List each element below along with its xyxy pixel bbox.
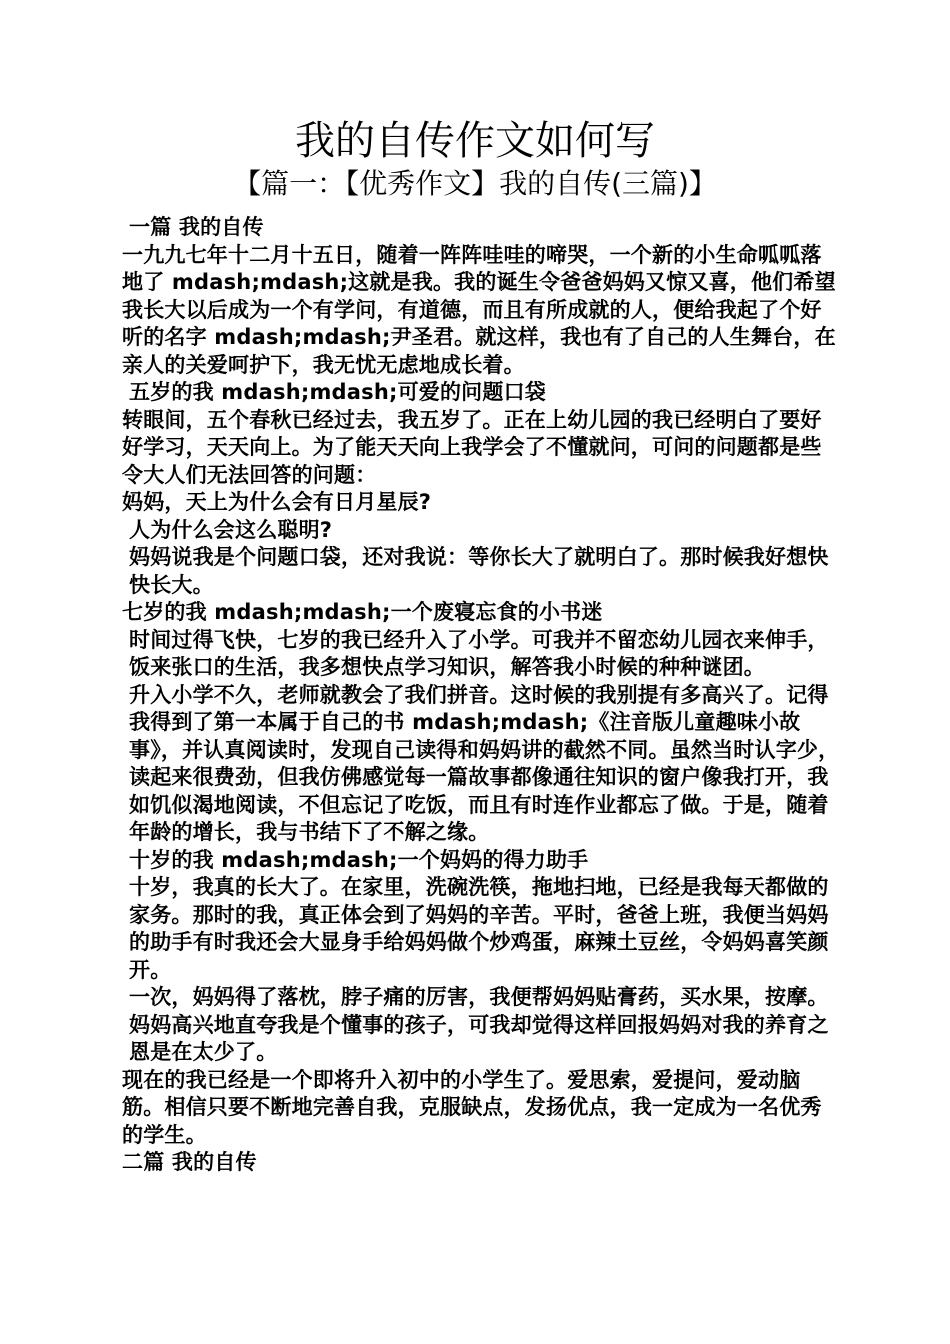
document-body xyxy=(116,214,842,1177)
paragraph: 现在的我已经是一个即将升入初中的小学生了。爱思索，爱提问，爱动脑筋。相信只要不断地完善自我，克服缺点，发扬优点，我一定成为一名优秀的学生。 xyxy=(122,1067,822,1147)
paragraph: 人为什么会这么聪明? xyxy=(129,517,333,542)
document-title: 我的自传作文如何写 xyxy=(295,118,655,164)
section-heading: 五岁的我 mdash;mdash;可爱的问题口袋 xyxy=(129,380,546,404)
document-subtitle: 【篇一：【优秀作文】我的自传(三篇)】 xyxy=(233,167,717,200)
section-heading: 二篇 我的自传 xyxy=(122,1150,257,1174)
paragraph: 妈妈说我是个问题口袋，还对我说：等你长大了就明白了。那时候我好想快快长大。 xyxy=(129,545,829,597)
paragraph: 转眼间，五个春秋已经过去，我五岁了。正在上幼儿园的我已经明白了要好好学习，天天向上。为了能天天向上我学会了不懂就问，可问的问题都是些令大人们无法回答的问题： xyxy=(122,407,822,487)
paragraph: 时间过得飞快，七岁的我已经升入了小学。可我并不留恋幼儿园衣来伸手，饭来张口的生活，我多想快点学习知识，解答我小时候的种种谜团。 xyxy=(129,627,829,679)
paragraph: 一次，妈妈得了落枕，脖子痛的厉害，我便帮妈妈贴膏药，买水果，按摩。妈妈高兴地直夸我是个懂事的孩子，可我却觉得这样回报妈妈对我的养育之恩是在太少了。 xyxy=(129,985,829,1064)
section-heading: 一篇 我的自传 xyxy=(129,215,264,239)
section-heading: 七岁的我 mdash;mdash;一个废寝忘食的小书迷 xyxy=(122,600,603,624)
paragraph: 十岁，我真的长大了。在家里，洗碗洗筷，拖地扫地，已经是我每天都做的家务。那时的我，真正体会到了妈妈的辛苦。平时，爸爸上班，我便当妈妈的助手有时我还会大显身手给妈妈做个炒鸡蛋，麻辣土豆丝，令妈妈喜笑颜开。 xyxy=(129,875,829,982)
section-heading: 十岁的我 mdash;mdash;一个妈妈的得力助手 xyxy=(129,847,589,872)
paragraph: 妈妈，天上为什么会有日月星辰? xyxy=(122,490,432,514)
paragraph: 升入小学不久，老师就教会了我们拼音。这时候的我别提有多高兴了。记得我得到了第一本属于自己的书 mdash;mdash;《注音版儿童趣味小故事》，并认真阅读时，发现自己读得和妈妈讲的截然不同。虽然当时认字少，读起来很费劲，但我仿佛感觉每一篇故事都像通往知识的窗户像我打开，我如饥似渴地阅读，不但忘记了吃饭，而且有时连作业都忘了做。于是，随着年龄的增长，我与书结下了不解之缘。 xyxy=(129,682,840,844)
paragraph: 一九九七年十二月十五日，随着一阵阵哇哇的啼哭，一个新的小生命呱呱落地了 mdash;mdash;这就是我。我的诞生令爸爸妈妈又惊又喜，他们希望我长大以后成为一个有学问，有道德，而且有所成就的人，便给我起了个好听的名字 mdash;mdash;尹圣君。就这样，我也有了自己的人生舞台，在亲人的关爱呵护下，我无忧无虑地成长着。 xyxy=(122,242,836,377)
